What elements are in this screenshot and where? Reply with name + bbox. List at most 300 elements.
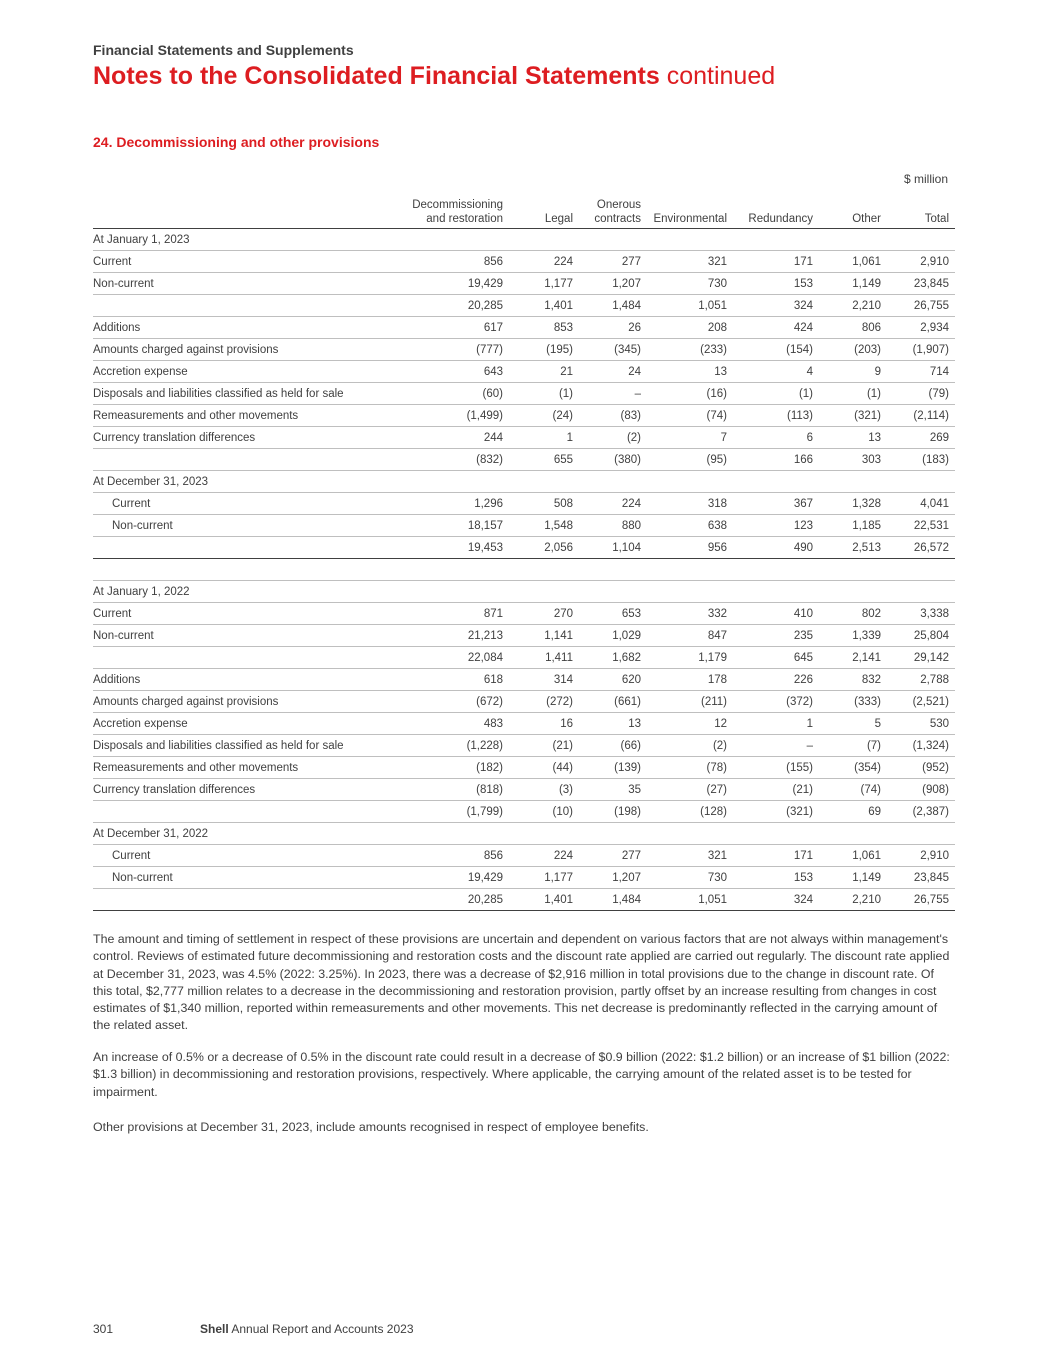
row-label: Remeasurements and other movements	[93, 757, 393, 779]
table-cell: 1,051	[647, 889, 733, 911]
table-cell: 29,142	[887, 647, 955, 669]
table-cell: 638	[647, 515, 733, 537]
column-header-line: and restoration	[426, 213, 503, 225]
table-cell: 802	[819, 603, 887, 625]
table-cell: 1,177	[509, 273, 579, 295]
note-title: 24. Decommissioning and other provisions	[93, 134, 380, 150]
table-cell: 166	[733, 449, 819, 471]
table-cell: 3,338	[887, 603, 955, 625]
table-cell: 22,531	[887, 515, 955, 537]
table-cell: 1,141	[509, 625, 579, 647]
row-label: Current	[93, 845, 393, 867]
table-cell: 714	[887, 361, 955, 383]
table-cell: 24	[579, 361, 647, 383]
table-cell: 530	[887, 713, 955, 735]
table-cell: 13	[819, 427, 887, 449]
column-header-line: Redundancy	[748, 213, 813, 225]
table-cell: (95)	[647, 449, 733, 471]
table-row	[93, 779, 955, 801]
table-cell: (27)	[647, 779, 733, 801]
table-cell: 490	[733, 537, 819, 559]
row-label: Current	[93, 603, 393, 625]
table-cell: 21,213	[393, 625, 509, 647]
table-cell: (2,114)	[887, 405, 955, 427]
table-cell	[819, 471, 887, 493]
table-cell: 806	[819, 317, 887, 339]
table-cell: 6	[733, 427, 819, 449]
provisions-table	[93, 192, 955, 911]
brand-name: Shell	[200, 1322, 229, 1336]
table-cell: 730	[647, 867, 733, 889]
table-cell	[887, 559, 955, 581]
table-cell: 318	[647, 493, 733, 515]
table-cell	[393, 823, 509, 845]
table-cell: (183)	[887, 449, 955, 471]
table-cell: (272)	[509, 691, 579, 713]
table-cell: (78)	[647, 757, 733, 779]
column-header	[887, 192, 955, 229]
table-row	[93, 229, 955, 251]
table-cell: 1,339	[819, 625, 887, 647]
table-cell	[393, 229, 509, 251]
table-cell: (1,499)	[393, 405, 509, 427]
table-row	[93, 383, 955, 405]
table-cell	[887, 581, 955, 603]
row-label: At January 1, 2023	[93, 229, 393, 251]
table-cell: (233)	[647, 339, 733, 361]
table-cell: 224	[579, 493, 647, 515]
table-cell: 1,061	[819, 845, 887, 867]
table-cell	[393, 581, 509, 603]
table-cell: (155)	[733, 757, 819, 779]
table-row	[93, 867, 955, 889]
table-cell	[509, 581, 579, 603]
table-cell: (2)	[579, 427, 647, 449]
column-header-label	[93, 192, 393, 229]
table-cell: (380)	[579, 449, 647, 471]
table-cell: 171	[733, 251, 819, 273]
table-cell: 277	[579, 845, 647, 867]
row-label: Non-current	[93, 625, 393, 647]
table-cell: 871	[393, 603, 509, 625]
table-cell: 269	[887, 427, 955, 449]
section-kicker: Financial Statements and Supplements	[93, 42, 354, 58]
table-cell: 21	[509, 361, 579, 383]
table-cell: (195)	[509, 339, 579, 361]
table-cell: 332	[647, 603, 733, 625]
table-cell: 224	[509, 845, 579, 867]
table-cell: 69	[819, 801, 887, 823]
table-cell: 1	[733, 713, 819, 735]
table-cell: 19,429	[393, 273, 509, 295]
table-cell: 730	[647, 273, 733, 295]
table-row	[93, 801, 955, 823]
table-row	[93, 691, 955, 713]
table-cell	[733, 471, 819, 493]
table-cell	[393, 559, 509, 581]
table-cell: (952)	[887, 757, 955, 779]
table-cell: 847	[647, 625, 733, 647]
table-cell: 1,207	[579, 867, 647, 889]
column-header-line: Total	[924, 213, 949, 225]
row-label: Non-current	[93, 867, 393, 889]
table-cell: (16)	[647, 383, 733, 405]
table-cell: 856	[393, 251, 509, 273]
table-cell: 1,177	[509, 867, 579, 889]
table-cell: 410	[733, 603, 819, 625]
table-cell: 5	[819, 713, 887, 735]
page-number: 301	[93, 1322, 114, 1336]
table-cell	[647, 823, 733, 845]
table-cell: 2,141	[819, 647, 887, 669]
table-cell: 1,061	[819, 251, 887, 273]
table-cell: 25,804	[887, 625, 955, 647]
table-cell: (21)	[733, 779, 819, 801]
table-cell: (1)	[819, 383, 887, 405]
table-cell: –	[733, 735, 819, 757]
table-cell: 1,682	[579, 647, 647, 669]
table-cell: (333)	[819, 691, 887, 713]
row-label: At January 1, 2022	[93, 581, 393, 603]
table-row	[93, 757, 955, 779]
column-header-line: Onerous	[596, 199, 641, 211]
table-cell: (211)	[647, 691, 733, 713]
table-cell: 18,157	[393, 515, 509, 537]
table-body	[93, 229, 955, 911]
table-cell: (777)	[393, 339, 509, 361]
row-label	[93, 647, 393, 669]
table-cell	[733, 559, 819, 581]
table-cell: 324	[733, 889, 819, 911]
table-cell: (832)	[393, 449, 509, 471]
table-cell: 645	[733, 647, 819, 669]
row-label: Currency translation differences	[93, 779, 393, 801]
table-cell: 277	[579, 251, 647, 273]
table-cell: (1)	[509, 383, 579, 405]
paragraph-sensitivity: An increase of 0.5% or a decrease of 0.5% in the discount rate could result in a decrease of $0.9 billion (2022: $1.2 billion) or an increase of $1 billion (2022: $1.3 billion) in decommissioning and restoration provisions, respectively. Where applicable, the carrying amount of the related asset is to be tested for impairment.	[93, 1050, 950, 1099]
table-cell: 35	[579, 779, 647, 801]
table-cell: 1,548	[509, 515, 579, 537]
table-cell: 643	[393, 361, 509, 383]
column-header	[393, 192, 509, 229]
table-cell	[579, 823, 647, 845]
table-row	[93, 295, 955, 317]
row-label: Additions	[93, 317, 393, 339]
table-cell	[819, 559, 887, 581]
table-cell: 26	[579, 317, 647, 339]
table-row	[93, 361, 955, 383]
table-cell: 424	[733, 317, 819, 339]
row-label	[93, 449, 393, 471]
table-cell: 1,401	[509, 295, 579, 317]
row-label	[93, 889, 393, 911]
table-cell: 620	[579, 669, 647, 691]
table-cell: 1,051	[647, 295, 733, 317]
table-cell: (203)	[819, 339, 887, 361]
row-label: Current	[93, 493, 393, 515]
table-cell	[887, 229, 955, 251]
table-row	[93, 427, 955, 449]
table-cell: (198)	[579, 801, 647, 823]
table-cell: 26,755	[887, 889, 955, 911]
table-cell: 2,210	[819, 295, 887, 317]
table-cell: 321	[647, 845, 733, 867]
table-cell	[579, 471, 647, 493]
table-cell: 23,845	[887, 867, 955, 889]
row-label: Amounts charged against provisions	[93, 691, 393, 713]
table-cell: 832	[819, 669, 887, 691]
table-cell: 1,484	[579, 295, 647, 317]
row-label: Remeasurements and other movements	[93, 405, 393, 427]
table-cell: 20,285	[393, 889, 509, 911]
table-cell: 244	[393, 427, 509, 449]
table-cell: (1,907)	[887, 339, 955, 361]
table-cell: 618	[393, 669, 509, 691]
column-header	[579, 192, 647, 229]
table-cell: 12	[647, 713, 733, 735]
table-cell	[887, 471, 955, 493]
column-header-line: Decommissioning	[412, 199, 503, 211]
table-row	[93, 515, 955, 537]
table-cell: (908)	[887, 779, 955, 801]
table-cell: 1,104	[579, 537, 647, 559]
table-cell: 303	[819, 449, 887, 471]
table-cell	[647, 471, 733, 493]
table-cell: 2,788	[887, 669, 955, 691]
table-cell: 178	[647, 669, 733, 691]
table-row	[93, 537, 955, 559]
table-cell: (44)	[509, 757, 579, 779]
table-row	[93, 251, 955, 273]
row-label: Non-current	[93, 515, 393, 537]
table-cell: (24)	[509, 405, 579, 427]
table-cell: 483	[393, 713, 509, 735]
column-header	[733, 192, 819, 229]
table-cell	[887, 823, 955, 845]
table-cell: 367	[733, 493, 819, 515]
table-cell: 26,755	[887, 295, 955, 317]
table-cell: 19,453	[393, 537, 509, 559]
table-row	[93, 581, 955, 603]
table-cell: 2,210	[819, 889, 887, 911]
table-row	[93, 647, 955, 669]
table-cell: 26,572	[887, 537, 955, 559]
table-cell: (21)	[509, 735, 579, 757]
table-cell: (139)	[579, 757, 647, 779]
table-cell: (10)	[509, 801, 579, 823]
table-cell: 2,934	[887, 317, 955, 339]
table-cell: 880	[579, 515, 647, 537]
paragraph-discount-rate: The amount and timing of settlement in respect of these provisions are uncertain and dependent on various factors that are not always within management's control. Reviews of estimated future decommissioning and restoration costs and the discount rate applied are carried out regularly. The discount rate applied at December 31, 2023, was 4.5% (2022: 3.25%). In 2023, there was a decrease of $2,916 million in total provisions due to the change in discount rate. Of this total, $2,777 million relates to a decrease in the decommissioning and restoration provision, partly offset by an increase resulting from changes in cost estimates of $1,340 million, reported within remeasurements and other movements. This net decrease is predominantly reflected in the carrying amount of the related asset.	[93, 932, 950, 1033]
row-label: Disposals and liabilities classified as held for sale	[93, 383, 393, 405]
table-cell	[509, 229, 579, 251]
table-cell: 226	[733, 669, 819, 691]
table-cell: (2)	[647, 735, 733, 757]
table-cell: (818)	[393, 779, 509, 801]
table-cell	[819, 823, 887, 845]
table-cell: 1,401	[509, 889, 579, 911]
table-cell: (372)	[733, 691, 819, 713]
table-cell: 617	[393, 317, 509, 339]
row-label: Amounts charged against provisions	[93, 339, 393, 361]
table-cell	[647, 581, 733, 603]
table-cell: 1,149	[819, 867, 887, 889]
page-title-suffix: continued	[666, 62, 776, 90]
column-header	[819, 192, 887, 229]
table-cell: 13	[579, 713, 647, 735]
table-header-row	[93, 192, 955, 229]
table-cell: 4,041	[887, 493, 955, 515]
unit-label: $ million	[903, 172, 948, 186]
row-label: Accretion expense	[93, 361, 393, 383]
table-row	[93, 339, 955, 361]
table-cell: 1,296	[393, 493, 509, 515]
table-cell: 7	[647, 427, 733, 449]
table-cell: 1,179	[647, 647, 733, 669]
row-label	[93, 559, 393, 581]
table-cell: 1,029	[579, 625, 647, 647]
column-header	[509, 192, 579, 229]
table-row	[93, 735, 955, 757]
row-label	[93, 295, 393, 317]
table-cell: 655	[509, 449, 579, 471]
table-cell: 2,513	[819, 537, 887, 559]
table-cell: 314	[509, 669, 579, 691]
table-cell	[509, 823, 579, 845]
table-cell: (79)	[887, 383, 955, 405]
row-label: Additions	[93, 669, 393, 691]
table-cell: (2,387)	[887, 801, 955, 823]
table-cell: (1,799)	[393, 801, 509, 823]
column-header	[647, 192, 733, 229]
table-cell: (154)	[733, 339, 819, 361]
table-cell: 23,845	[887, 273, 955, 295]
table-cell: 324	[733, 295, 819, 317]
table-cell: 1,185	[819, 515, 887, 537]
row-label	[93, 801, 393, 823]
table-cell: (321)	[819, 405, 887, 427]
table-cell: (60)	[393, 383, 509, 405]
table-cell: –	[579, 383, 647, 405]
row-label	[93, 537, 393, 559]
table-cell: (182)	[393, 757, 509, 779]
table-cell: 171	[733, 845, 819, 867]
table-row	[93, 669, 955, 691]
table-cell: 1,484	[579, 889, 647, 911]
table-cell: (345)	[579, 339, 647, 361]
table-cell: 2,910	[887, 845, 955, 867]
table-cell: 1,149	[819, 273, 887, 295]
table-cell	[579, 229, 647, 251]
table-cell: (128)	[647, 801, 733, 823]
table-cell: (661)	[579, 691, 647, 713]
table-cell: (74)	[819, 779, 887, 801]
row-label: Accretion expense	[93, 713, 393, 735]
table-cell	[393, 471, 509, 493]
table-cell: 208	[647, 317, 733, 339]
table-cell: 2,910	[887, 251, 955, 273]
footer-brand	[200, 1322, 414, 1336]
table-cell	[509, 559, 579, 581]
table-row	[93, 317, 955, 339]
table-cell: 2,056	[509, 537, 579, 559]
table-row	[93, 603, 955, 625]
table-cell: (113)	[733, 405, 819, 427]
table-row	[93, 845, 955, 867]
table-cell: (2,521)	[887, 691, 955, 713]
table-cell: 20,285	[393, 295, 509, 317]
table-cell: (66)	[579, 735, 647, 757]
table-cell: 16	[509, 713, 579, 735]
table-cell: 1,328	[819, 493, 887, 515]
table-row	[93, 559, 955, 581]
table-cell: 1,411	[509, 647, 579, 669]
column-header-line: Environmental	[653, 213, 727, 225]
table-cell: 856	[393, 845, 509, 867]
page-title	[93, 62, 775, 91]
table-cell: (83)	[579, 405, 647, 427]
table-cell: (354)	[819, 757, 887, 779]
table-cell	[819, 581, 887, 603]
report-name: Annual Report and Accounts 2023	[231, 1322, 414, 1336]
table-row	[93, 823, 955, 845]
table-cell: (7)	[819, 735, 887, 757]
table-cell: (672)	[393, 691, 509, 713]
table-row	[93, 449, 955, 471]
table-cell: 13	[647, 361, 733, 383]
table-cell: 19,429	[393, 867, 509, 889]
table-cell: (1,324)	[887, 735, 955, 757]
column-header-line: Legal	[544, 213, 573, 225]
table-row	[93, 625, 955, 647]
table-cell: 153	[733, 273, 819, 295]
table-row	[93, 889, 955, 911]
column-header-line: Other	[852, 213, 881, 225]
table-cell	[733, 581, 819, 603]
table-cell: 956	[647, 537, 733, 559]
table-cell	[579, 559, 647, 581]
table-row	[93, 471, 955, 493]
table-cell: (1,228)	[393, 735, 509, 757]
column-header-line: contracts	[594, 213, 641, 225]
table-cell: 270	[509, 603, 579, 625]
table-cell: (1)	[733, 383, 819, 405]
table-row	[93, 493, 955, 515]
table-cell: 123	[733, 515, 819, 537]
table-cell: 235	[733, 625, 819, 647]
page-title-main: Notes to the Consolidated Financial Statements	[93, 62, 660, 90]
table-cell	[647, 559, 733, 581]
table-cell: 9	[819, 361, 887, 383]
table-cell: 853	[509, 317, 579, 339]
table-cell: 224	[509, 251, 579, 273]
row-label: Disposals and liabilities classified as held for sale	[93, 735, 393, 757]
page-footer	[93, 1322, 414, 1336]
table-cell: 153	[733, 867, 819, 889]
table-cell	[647, 229, 733, 251]
row-label: Non-current	[93, 273, 393, 295]
paragraph-other-provisions: Other provisions at December 31, 2023, include amounts recognised in respect of employee benefits.	[93, 1120, 649, 1134]
table-cell: 321	[647, 251, 733, 273]
row-label: Currency translation differences	[93, 427, 393, 449]
table-cell: 508	[509, 493, 579, 515]
table-cell	[579, 581, 647, 603]
table-cell: 1	[509, 427, 579, 449]
row-label: Current	[93, 251, 393, 273]
table-cell	[733, 229, 819, 251]
table-row	[93, 713, 955, 735]
table-cell: 1,207	[579, 273, 647, 295]
